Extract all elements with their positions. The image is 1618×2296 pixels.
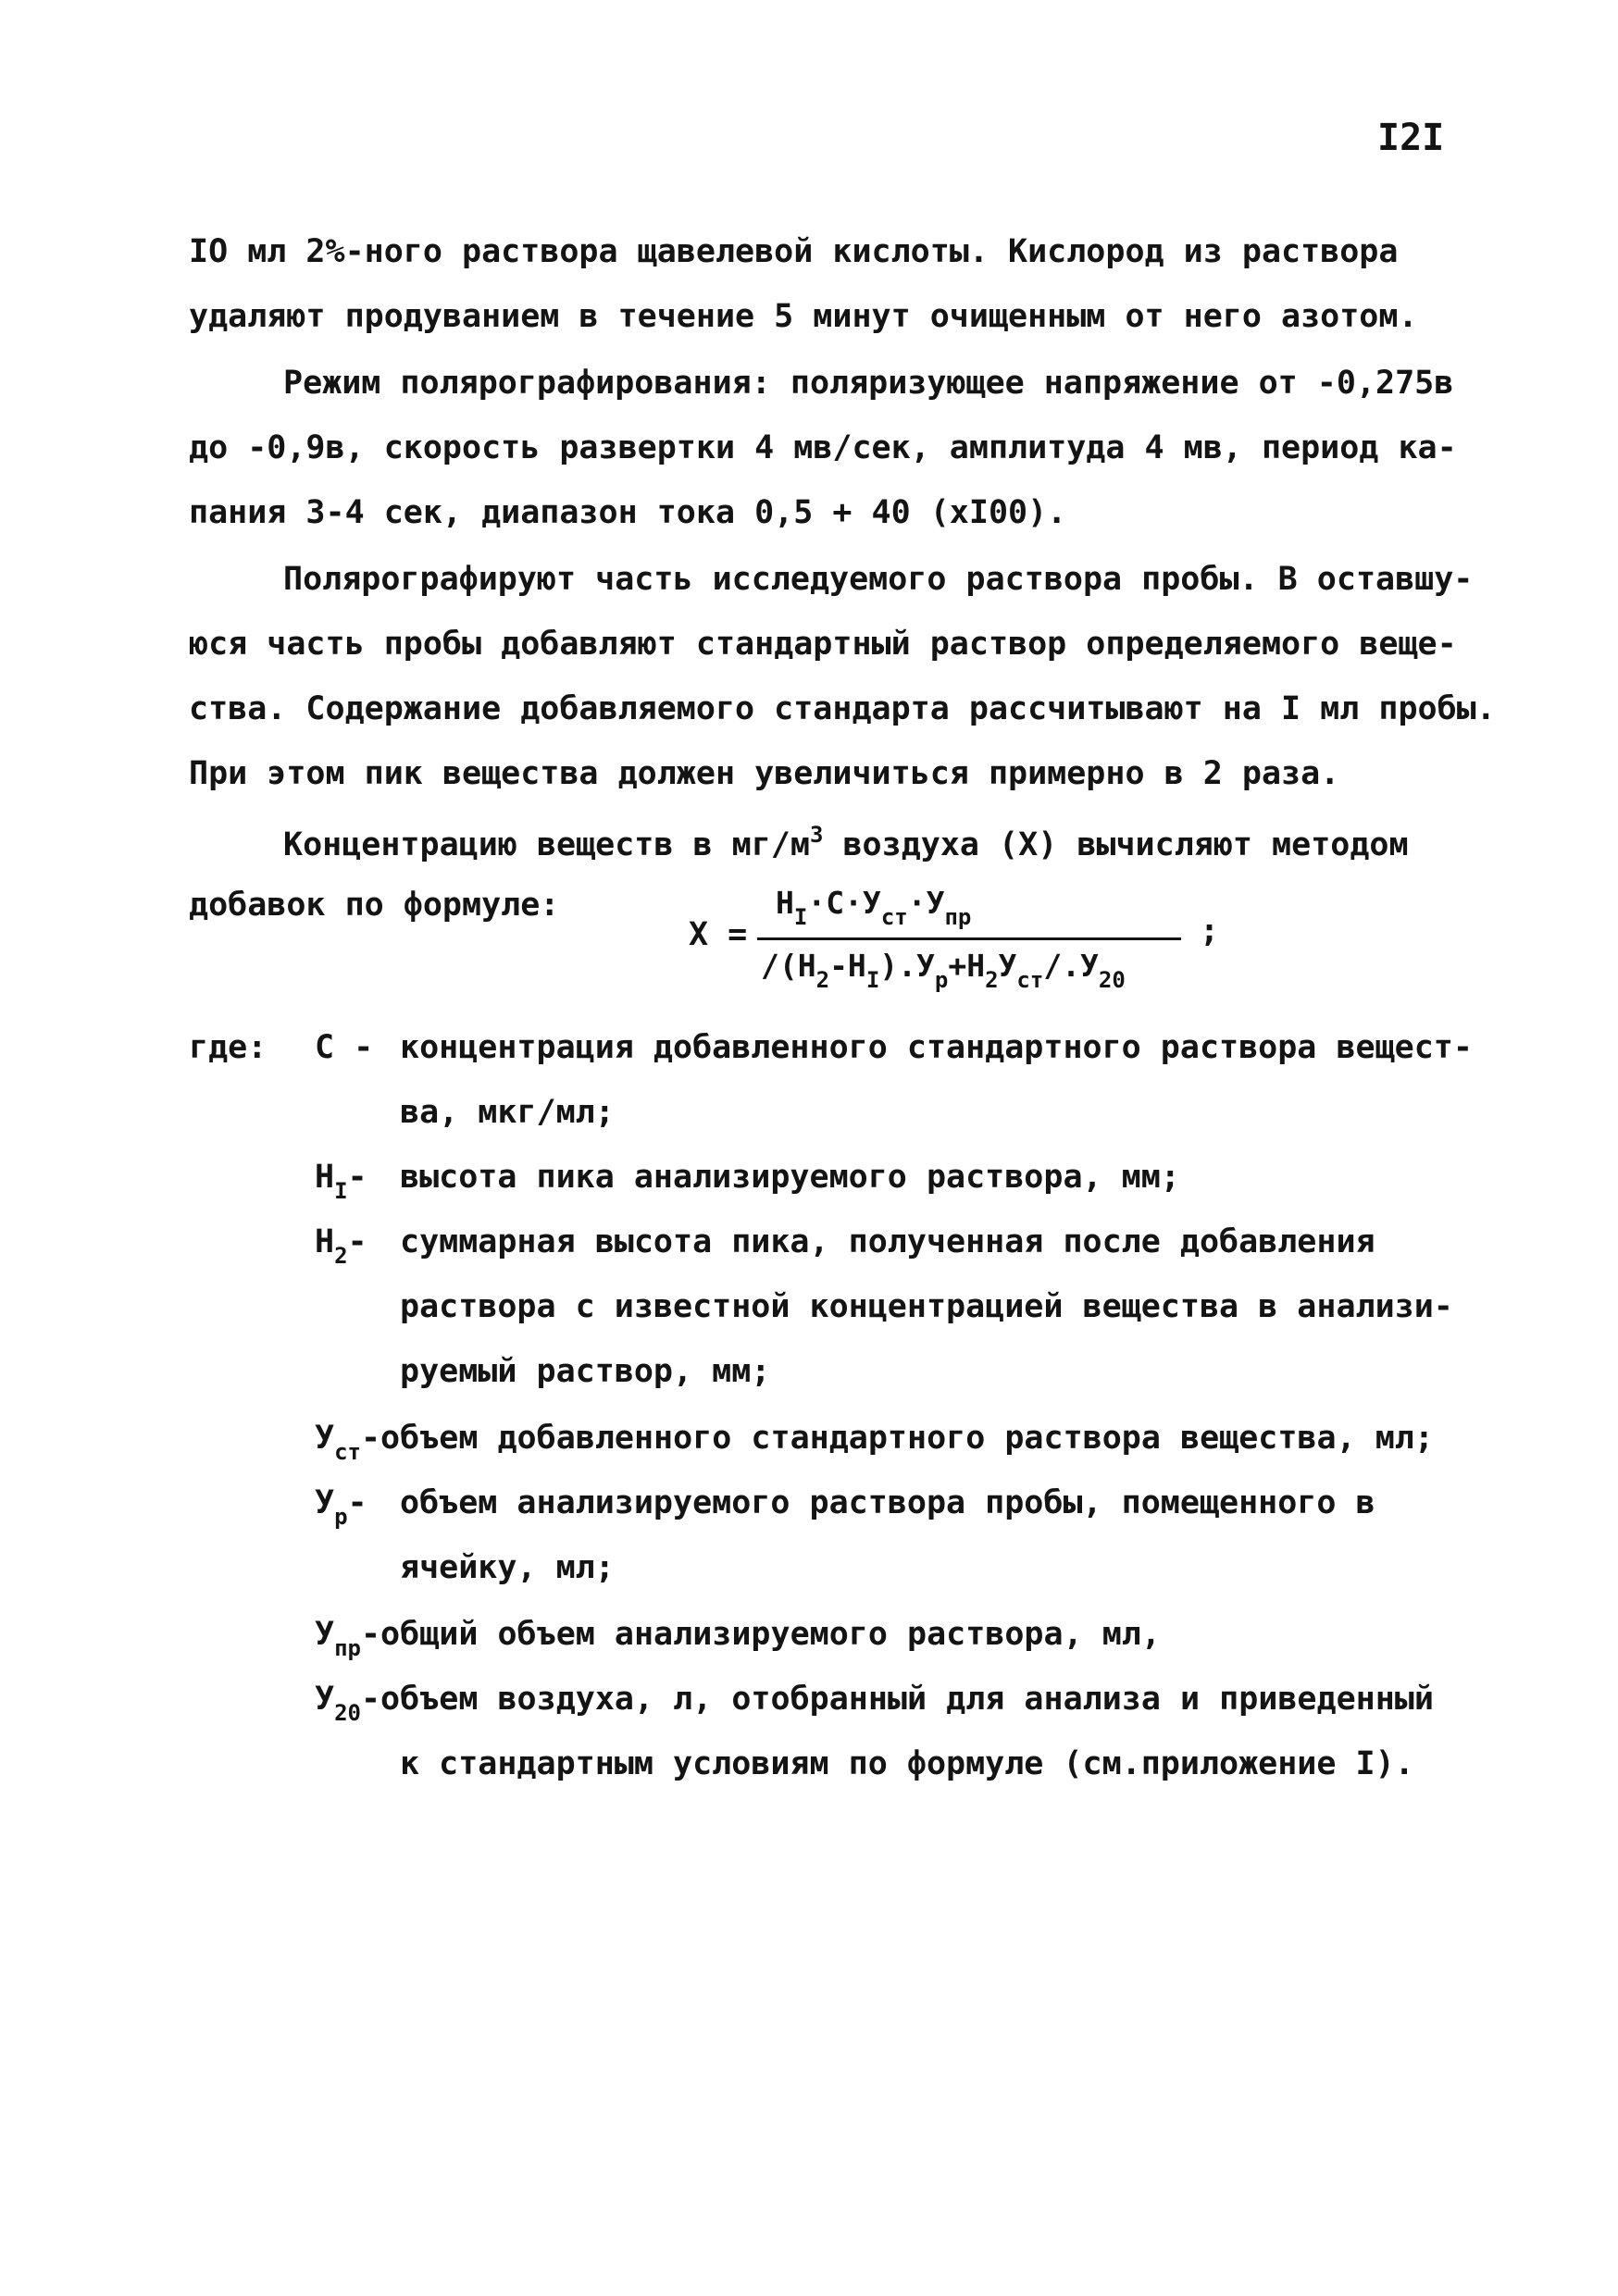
paragraph-2-line-3: пания 3-4 сек, диапазон тока 0,5 + 40 (xI00).: [189, 494, 1067, 531]
paragraph-3-line-4: При этом пик вещества должен увеличиться примерно в 2 раза.: [189, 755, 1340, 792]
def-c-symbol: C -: [315, 1029, 374, 1066]
def-c-text-2: ва, мкг/мл;: [400, 1094, 615, 1131]
def-u20-line: $У_{20}$-объем воздуха, л, отобранный для анализа и приведенный: [315, 1681, 1434, 1726]
p4-text-a: Концентрацию веществ в мг/м: [283, 826, 810, 863]
page-number: I2I: [1377, 117, 1445, 159]
p4-text-b: воздуха (X) вычисляют методом: [823, 826, 1409, 863]
def-up-text-1: объем анализируемого раствора пробы, помещенного в: [400, 1484, 1375, 1521]
paragraph-2-line-1: Режим полярографирования: поляризующее напряжение от -0,275в: [283, 365, 1454, 402]
formula-numerator: $H_I\cdot C\cdot У_{ст}\cdot У_{пр}$: [776, 885, 972, 930]
def-h2-text-2: раствора с известной концентрацией вещества в анализи-: [400, 1288, 1453, 1325]
def-ust-line: $У_{ст}$-объем добавленного стандартного раствора вещества, мл;: [315, 1420, 1434, 1465]
formula-semicolon: ;: [1200, 912, 1220, 949]
def-h2-symbol: $H_2-$: [315, 1223, 367, 1269]
def-c-text-1: концентрация добавленного стандартного раствора вещест-: [400, 1029, 1473, 1066]
def-h2-text-3: руемый раствор, мм;: [400, 1353, 771, 1390]
paragraph-3-line-1: Полярографируют часть исследуемого раствора пробы. В оставшу-: [283, 561, 1474, 598]
def-h2-text-1: суммарная высота пика, полученная после добавления: [400, 1223, 1375, 1260]
def-h1-symbol: $H_I-$: [315, 1159, 367, 1204]
def-up-text-2: ячейку, мл;: [400, 1549, 615, 1586]
paragraph-4-line-1: [283, 822, 1409, 863]
paragraph-3-line-2: юся часть пробы добавляют стандартный раствор определяемого веще-: [189, 626, 1457, 663]
paragraph-1-line-2: удаляют продуванием в течение 5 минут очищенным от него азотом.: [189, 298, 1418, 335]
def-upr-line: $У_{пр}$-общий объем анализируемого раствора, мл,: [315, 1616, 1161, 1661]
paragraph-2-line-2: до -0,9в, скорость развертки 4 мв/сек, амплитуда 4 мв, период ка-: [189, 429, 1457, 466]
formula-denominator: $/(H_2-H_I).У_р+H_2У_{ст}/.У_{20}$: [761, 948, 1126, 993]
formula-lhs: X =: [689, 916, 748, 953]
def-u20-text-2: к стандартным условиям по формуле (см.приложение I).: [400, 1745, 1414, 1782]
fraction-bar: [757, 937, 1181, 940]
p4-superscript: 3: [809, 822, 824, 848]
paragraph-1-line-1: IO мл 2%-ного раствора щавелевой кислоты. Кислород из раствора: [189, 233, 1399, 270]
def-h1-text: высота пика анализируемого раствора, мм;: [400, 1159, 1180, 1196]
paragraph-4-line-2: добавок по формуле:: [189, 887, 560, 924]
paragraph-3-line-3: ства. Содержание добавляемого стандарта рассчитывают на I мл пробы.: [189, 690, 1496, 727]
where-label: где:: [189, 1029, 268, 1066]
def-up-symbol: $У_р-$: [315, 1484, 367, 1530]
